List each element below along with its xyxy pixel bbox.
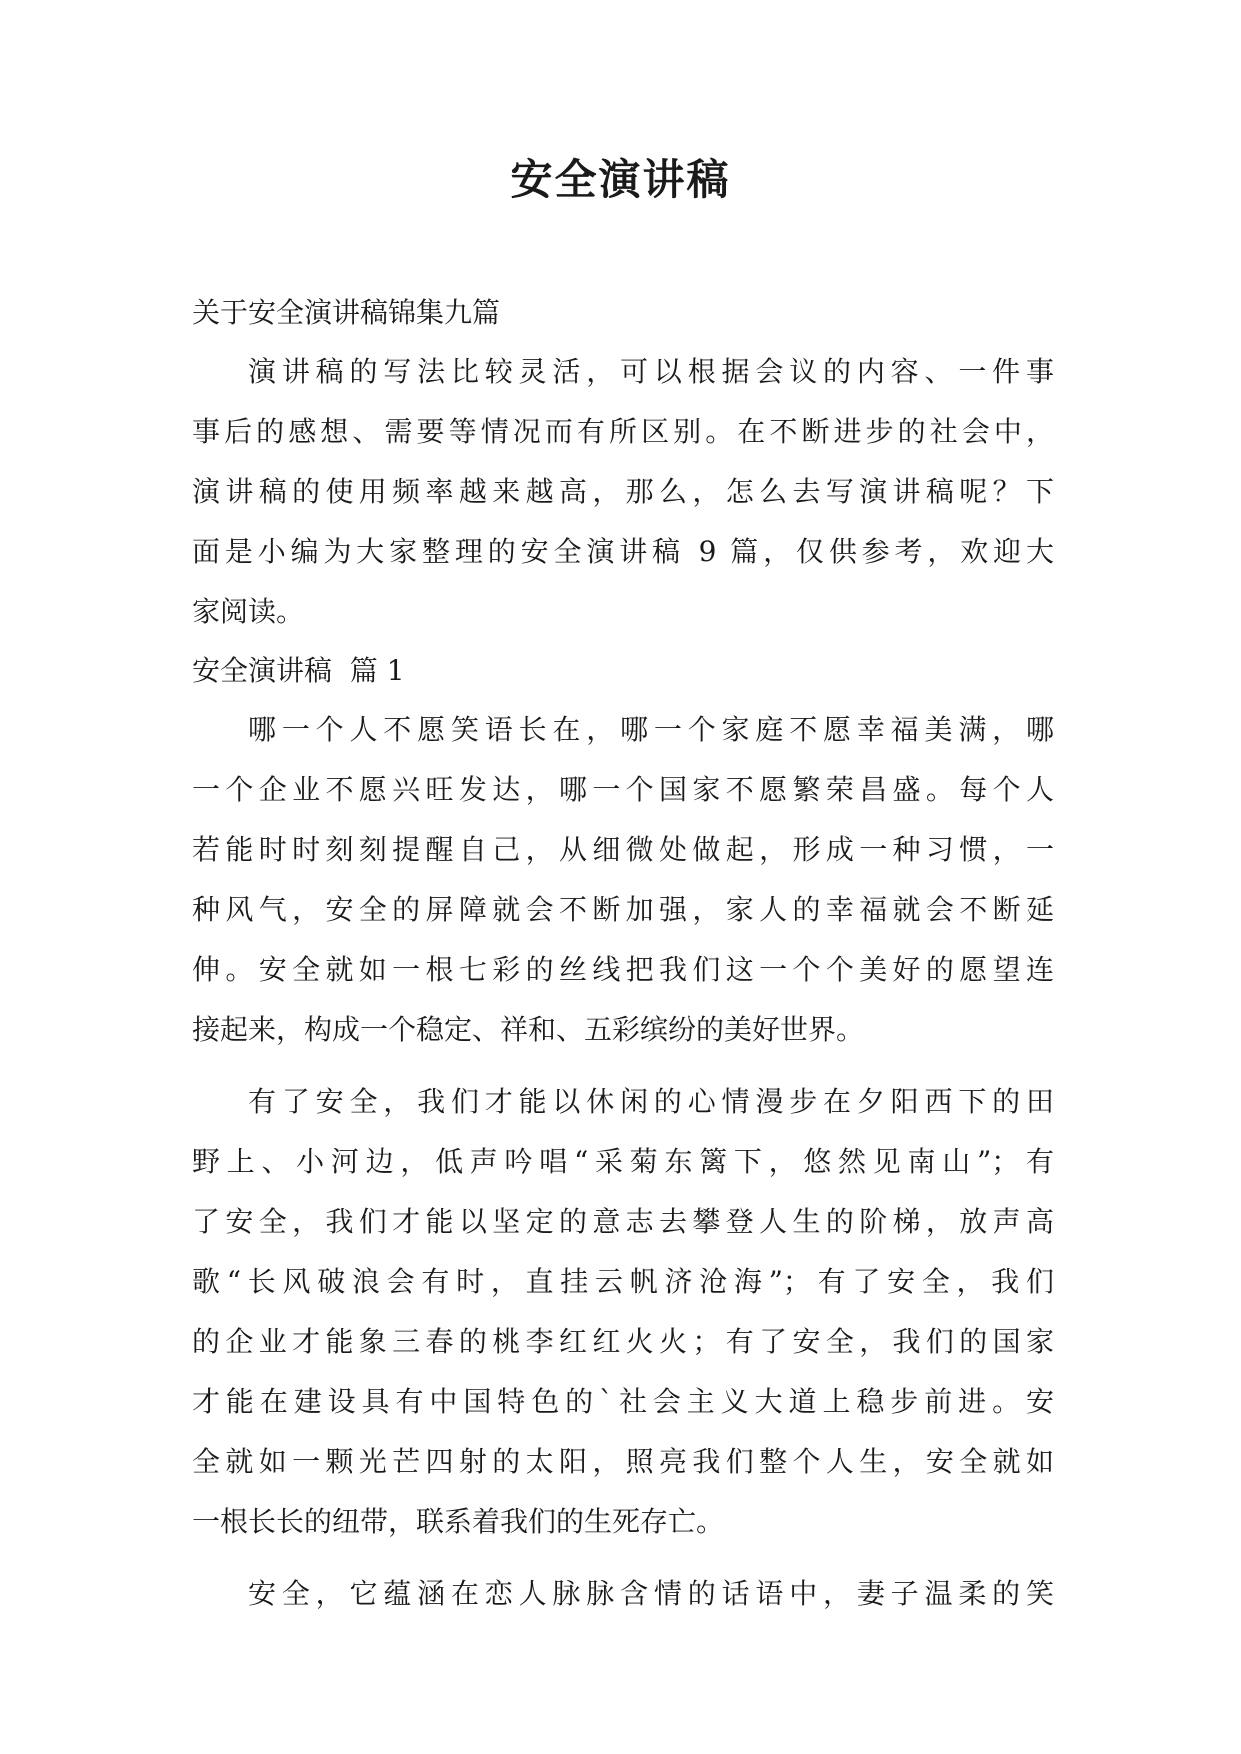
- paragraph-line: 一根长长的纽带，联系着我们的生死存亡。: [192, 1505, 725, 1538]
- intro-paragraph: [192, 342, 1054, 642]
- paragraph-spacer: [192, 1552, 1054, 1564]
- body-paragraph-1: [192, 700, 1054, 1060]
- paragraph-line: 安全，它蕴涵在恋人脉脉含情的话语中，妻子温柔的笑: [248, 1577, 1054, 1610]
- body-paragraph-2: [192, 1072, 1054, 1552]
- paragraph-line: 一个企业不愿兴旺发达，哪一个国家不愿繁荣昌盛。每个人: [192, 773, 1054, 806]
- body-paragraph-3: [192, 1564, 1054, 1624]
- intro-line: 面是小编为大家整理的安全演讲稿 9 篇，仅供参考，欢迎大: [192, 535, 1054, 568]
- paragraph-line: 的企业才能象三春的桃李红红火火；有了安全，我们的国家: [192, 1325, 1054, 1358]
- intro-line: 事后的感想、需要等情况而有所区别。在不断进步的社会中，: [192, 415, 1054, 448]
- document-body: [192, 284, 1054, 1624]
- intro-line: 家阅读。: [192, 595, 305, 628]
- paragraph-line: 种风气，安全的屏障就会不断加强，家人的幸福就会不断延: [192, 893, 1054, 926]
- paragraph-line: 了安全，我们才能以坚定的意志去攀登人生的阶梯，放声高: [192, 1205, 1054, 1238]
- intro-line: 演讲稿的写法比较灵活，可以根据会议的内容、一件事: [248, 355, 1054, 388]
- paragraph-spacer: [192, 1060, 1054, 1072]
- intro-line: 演讲稿的使用频率越来越高，那么，怎么去写演讲稿呢？下: [192, 475, 1054, 508]
- paragraph-line: 伸。安全就如一根七彩的丝线把我们这一个个美好的愿望连: [192, 953, 1054, 986]
- paragraph-line: 有了安全，我们才能以休闲的心情漫步在夕阳西下的田: [248, 1085, 1054, 1118]
- paragraph-line: 接起来，构成一个稳定、祥和、五彩缤纷的美好世界。: [192, 1013, 865, 1046]
- paragraph-line: 哪一个人不愿笑语长在，哪一个家庭不愿幸福美满，哪: [248, 713, 1054, 746]
- document-subtitle: 关于安全演讲稿锦集九篇: [192, 296, 501, 329]
- paragraph-line: 若能时时刻刻提醒自己，从细微处做起，形成一种习惯，一: [192, 833, 1054, 866]
- paragraph-line: 全就如一颗光芒四射的太阳，照亮我们整个人生，安全就如: [192, 1445, 1054, 1478]
- document-title: 安全演讲稿: [510, 155, 731, 204]
- paragraph-line: 歌“长风破浪会有时，直挂云帆济沧海”；有了安全，我们: [192, 1265, 1054, 1298]
- paragraph-line: 野上、小河边，低声吟唱“采菊东篱下，悠然见南山”；有: [192, 1145, 1054, 1178]
- section-heading: 安全演讲稿 篇 1: [192, 654, 405, 687]
- paragraph-line: 才能在建设具有中国特色的`社会主义大道上稳步前进。安: [192, 1385, 1054, 1418]
